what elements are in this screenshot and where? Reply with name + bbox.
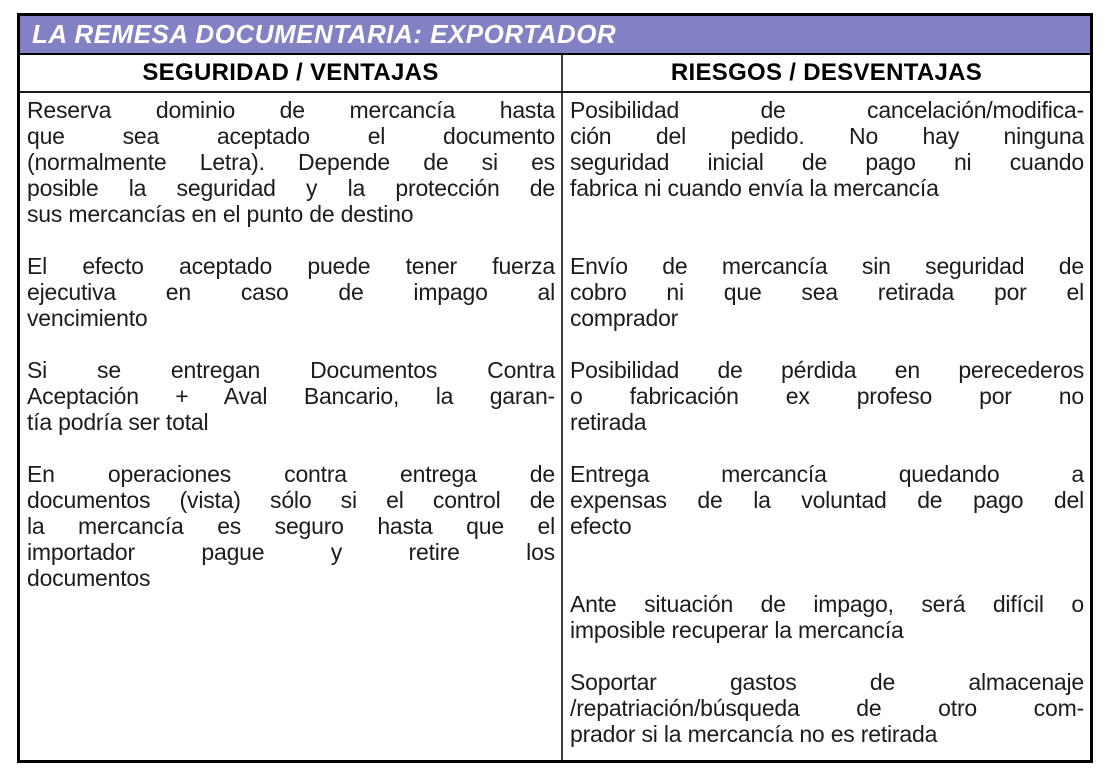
text-line: Posibilidad de cancelación/modifica- <box>570 97 1084 123</box>
column-header-seguridad-ventajas: SEGURIDAD / VENTAJAS <box>20 55 563 91</box>
table-header-row <box>20 55 1090 93</box>
text-line: que sea aceptado el documento <box>27 123 555 149</box>
text-line: la mercancía es seguro hasta que el <box>27 513 555 539</box>
text-line: Reserva dominio de mercancía hasta <box>27 97 555 123</box>
text-line: Ante situación de impago, será difícil o <box>570 591 1084 617</box>
text-line: retirada <box>570 409 647 435</box>
paragraph <box>27 461 555 591</box>
text-line: ción del pedido. No hay ninguna <box>570 123 1084 149</box>
text-line: tía podría ser total <box>27 409 209 435</box>
paragraph <box>570 669 1084 747</box>
text-line: comprador <box>570 305 679 331</box>
text-line: En operaciones contra entrega de <box>27 461 555 487</box>
text-line: imposible recuperar la mercancía <box>570 617 904 643</box>
remesa-documentaria-table <box>17 13 1093 763</box>
text-line: fabrica ni cuando envía la mercancía <box>570 175 939 201</box>
text-line: posible la seguridad y la protección de <box>27 175 555 201</box>
paragraph <box>570 461 1084 539</box>
text-line: /repatriación/búsqueda de otro com- <box>570 695 1084 721</box>
text-line: Posibilidad de pérdida en perecederos <box>570 357 1084 383</box>
paragraph <box>570 591 1084 643</box>
text-line: prador si la mercancía no es retirada <box>570 721 938 747</box>
text-line: documentos (vista) sólo si el control de <box>27 487 555 513</box>
paragraph <box>27 97 555 227</box>
paragraph <box>570 357 1084 435</box>
text-line: El efecto aceptado puede tener fuerza <box>27 253 555 279</box>
paragraph <box>570 253 1084 331</box>
column-header-riesgos-desventajas: RIESGOS / DESVENTAJAS <box>670 59 983 86</box>
text-line: cobro ni que sea retirada por el <box>570 279 1084 305</box>
seguridad-ventajas-cell <box>20 93 563 760</box>
text-line: Soportar gastos de almacenaje <box>570 669 1084 695</box>
text-line: ejecutiva en caso de impago al <box>27 279 555 305</box>
text-line: efecto <box>570 513 632 539</box>
table-title-bar <box>20 16 1090 55</box>
text-line: Aceptación + Aval Bancario, la garan- <box>27 383 555 409</box>
text-line: documentos <box>27 565 151 591</box>
text-line: expensas de la voluntad de pago del <box>570 487 1084 513</box>
text-line: seguridad inicial de pago ni cuando <box>570 149 1084 175</box>
paragraph <box>570 97 1084 201</box>
text-line: Si se entregan Documentos Contra <box>27 357 555 383</box>
text-line: Entrega mercancía quedando a <box>570 461 1084 487</box>
riesgos-desventajas-cell <box>563 93 1090 760</box>
paragraph <box>27 253 555 331</box>
text-line: importador pague y retire los <box>27 539 555 565</box>
text-line: sus mercancías en el punto de destino <box>27 201 414 227</box>
text-line: o fabricación ex profeso por no <box>570 383 1084 409</box>
paragraph <box>27 357 555 435</box>
table-title: LA REMESA DOCUMENTARIA: EXPORTADOR <box>32 19 617 49</box>
text-line: vencimiento <box>27 305 148 331</box>
text-line: (normalmente Letra). Depende de si es <box>27 149 555 175</box>
table-body-row <box>20 93 1090 760</box>
text-line: Envío de mercancía sin seguridad de <box>570 253 1084 279</box>
